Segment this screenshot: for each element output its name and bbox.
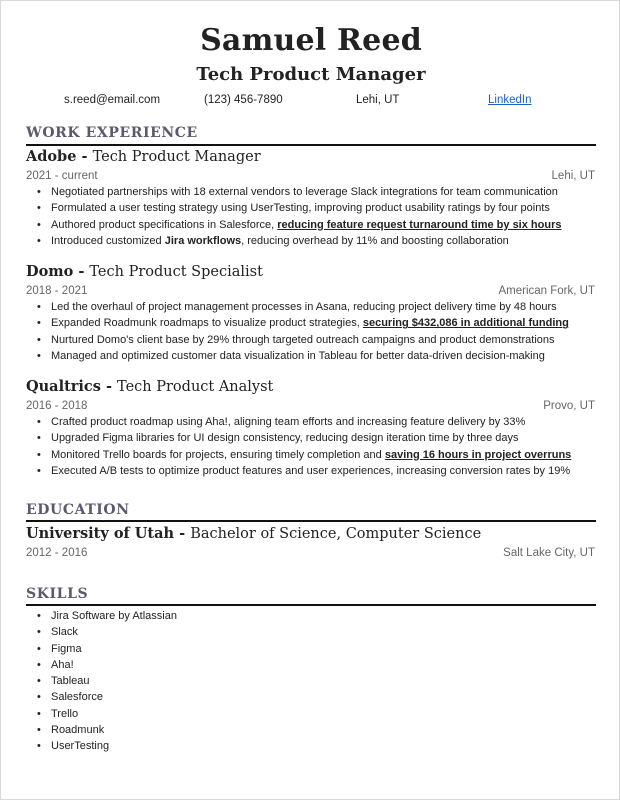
- skill-text: Tableau: [51, 675, 90, 688]
- education-dates: 2012 - 2016: [26, 547, 88, 559]
- job-company: Qualtrics: [26, 378, 101, 395]
- bullet-item: [26, 315, 601, 331]
- skill-item: [26, 624, 601, 640]
- job-dates: 2018 - 2021: [26, 285, 88, 297]
- bullet-item: [26, 299, 601, 315]
- bullet-icon: •: [37, 317, 41, 330]
- bullet-icon: •: [37, 416, 41, 428]
- skill-item: [26, 738, 601, 754]
- bullet-item: [26, 184, 601, 200]
- job-bullets: [26, 414, 601, 479]
- skills-list: [26, 608, 601, 755]
- bullet-icon: •: [37, 724, 41, 737]
- bullet-icon: •: [37, 333, 41, 346]
- skill-text: Jira Software by Atlassian: [51, 610, 177, 622]
- job-company: Domo: [26, 263, 74, 280]
- job-heading-domo: [26, 263, 263, 280]
- bullet-icon: •: [37, 626, 41, 639]
- bullet-icon: •: [37, 658, 41, 671]
- bullet-bold: Jira workflows: [164, 234, 242, 247]
- bullet-text: Led the overhaul of project management processes in Asana, reducing project delivery time by 48 hours: [51, 301, 557, 313]
- linkedin-link[interactable]: LinkedIn: [488, 94, 532, 106]
- bullet-text: Managed and optimized customer data visualization in Tableau for better data-driven decision-making: [51, 349, 545, 362]
- bullet-item: [26, 414, 601, 430]
- bullet-icon: •: [37, 301, 41, 313]
- bullet-icon: •: [37, 707, 41, 720]
- skill-item: [26, 608, 601, 624]
- resume-page: [1, 1, 620, 801]
- bullet-icon: •: [37, 464, 41, 477]
- job-separator: -: [100, 378, 118, 395]
- education-degree: Bachelor of Science, Computer Science: [190, 526, 482, 542]
- job-bullets: [26, 299, 601, 364]
- bullet-text: Executed A/B tests to optimize product features and user experiences, increasing conversion rates by 19%: [51, 464, 571, 477]
- skill-text: Slack: [51, 626, 78, 639]
- bullet-item: [26, 233, 601, 249]
- bullet-text: Crafted product roadmap using Aha!, aligning team efforts and increasing feature delivery by 33%: [51, 416, 526, 428]
- job-location: Lehi, UT: [551, 170, 595, 182]
- skill-item: [26, 722, 601, 738]
- bullet-icon: •: [37, 218, 41, 231]
- bullet-highlight: saving 16 hours in project overruns: [384, 448, 572, 461]
- bullet-text: Expanded Roadmunk roadmaps to visualize product strategies,: [51, 317, 363, 330]
- section-rule-education: [26, 520, 596, 522]
- job-dates: 2021 - current: [26, 170, 98, 182]
- job-heading-qualtrics: [26, 378, 273, 395]
- bullet-icon: •: [37, 691, 41, 704]
- bullet-item: [26, 348, 601, 364]
- contact-location: Lehi, UT: [356, 94, 400, 106]
- bullet-item: [26, 200, 601, 216]
- job-role: Tech Product Analyst: [117, 379, 274, 395]
- bullet-text: Negotiated partnerships with 18 external vendors to leverage Slack integrations for team communication: [51, 186, 558, 198]
- job-dates: 2016 - 2018: [26, 400, 88, 412]
- job-location: Provo, UT: [543, 400, 595, 412]
- bullet-text: Upgraded Figma libraries for UI design consistency, reducing design iteration time by three days: [51, 432, 519, 445]
- job-bullets: [26, 184, 601, 249]
- section-rule-skills: [26, 604, 596, 606]
- skill-item: [26, 673, 601, 689]
- job-separator: -: [76, 148, 93, 165]
- contact-phone: (123) 456-7890: [204, 94, 283, 106]
- skill-text: Salesforce: [51, 691, 103, 704]
- job-separator: -: [73, 263, 90, 280]
- bullet-icon: •: [37, 448, 41, 461]
- contact-email: s.reed@email.com: [64, 94, 161, 106]
- bullet-icon: •: [37, 202, 41, 215]
- bullet-icon: •: [37, 610, 41, 622]
- section-rule-work: [26, 144, 596, 146]
- skill-text: UserTesting: [51, 740, 110, 753]
- candidate-name: Samuel Reed: [200, 23, 422, 58]
- bullet-highlight: reducing feature request turnaround time by six hours: [277, 218, 562, 231]
- skill-item: [26, 641, 601, 657]
- section-title-work: WORK EXPERIENCE: [26, 125, 198, 141]
- candidate-headline: Tech Product Manager: [196, 64, 426, 85]
- bullet-item: [26, 447, 601, 463]
- education-heading: [26, 525, 481, 542]
- bullet-icon: •: [37, 642, 41, 655]
- skill-item: [26, 689, 601, 705]
- bullet-icon: •: [37, 234, 41, 247]
- bullet-text: , reducing overhead by 11% and boosting collaboration: [241, 234, 509, 247]
- bullet-item: [26, 217, 601, 233]
- bullet-text: Authored product specifications in Salesforce,: [51, 218, 278, 231]
- bullet-highlight: securing $432,086 in additional funding: [362, 317, 569, 330]
- skill-text: Figma: [51, 642, 82, 655]
- job-company: Adobe: [26, 148, 77, 165]
- section-title-skills: SKILLS: [26, 586, 89, 602]
- bullet-icon: •: [37, 740, 41, 753]
- bullet-icon: •: [37, 186, 41, 198]
- skill-text: Aha!: [51, 658, 74, 671]
- bullet-text: Nurtured Domo's client base by 29% through targeted outreach campaigns and product demonstrations: [51, 333, 555, 346]
- skill-item: [26, 706, 601, 722]
- bullet-text: Monitored Trello boards for projects, ensuring timely completion and: [51, 448, 385, 461]
- job-role: Tech Product Specialist: [89, 264, 263, 280]
- education-school: University of Utah: [26, 525, 175, 542]
- bullet-icon: •: [37, 675, 41, 688]
- skill-text: Trello: [51, 707, 79, 720]
- bullet-item: [26, 332, 601, 348]
- education-separator: -: [174, 525, 191, 542]
- job-location: American Fork, UT: [498, 285, 595, 297]
- section-title-education: EDUCATION: [26, 502, 130, 518]
- skill-text: Roadmunk: [51, 724, 105, 737]
- bullet-text: Introduced customized: [51, 234, 165, 247]
- bullet-item: [26, 430, 601, 446]
- bullet-icon: •: [37, 349, 41, 362]
- education-location: Salt Lake City, UT: [503, 547, 595, 559]
- bullet-icon: •: [37, 432, 41, 445]
- skill-item: [26, 657, 601, 673]
- job-heading-adobe: [26, 148, 261, 165]
- bullet-text: Formulated a user testing strategy using UserTesting, improving product usability ratings by four points: [51, 202, 550, 215]
- job-role: Tech Product Manager: [92, 149, 261, 165]
- bullet-item: [26, 463, 601, 479]
